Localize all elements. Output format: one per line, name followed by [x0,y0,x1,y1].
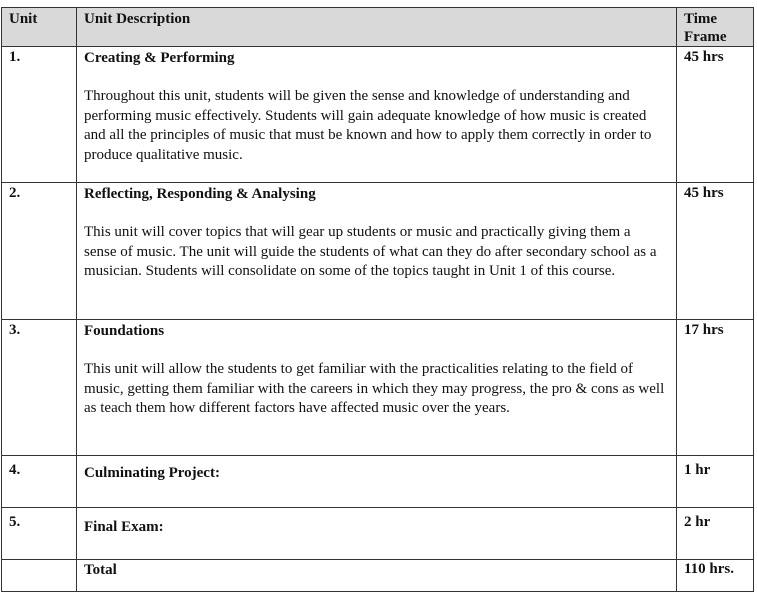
unit-title: Culminating Project: [84,465,220,481]
unit-number: 5. [2,508,77,560]
total-label: Total [77,560,677,592]
table-row [2,183,754,320]
unit-time-frame: 1 hr [677,456,754,508]
header-unit: Unit [2,8,77,47]
unit-description-cell [77,320,677,456]
table-row [2,456,754,508]
table-row [2,47,754,183]
unit-title: Final Exam: [84,519,164,535]
total-row [2,560,754,592]
total-time-frame: 110 hrs. [677,560,754,592]
unit-description-cell [77,47,677,183]
unit-description-cell [77,456,677,508]
unit-number: 3. [2,320,77,456]
header-time-frame: Time Frame [677,8,754,47]
unit-number: 1. [2,47,77,183]
header-unit-description: Unit Description [77,8,677,47]
unit-description-cell [77,183,677,320]
unit-description-text: This unit will cover topics that will gear up students or music and practically giving them a sense of music. The unit will guide the students of what can they do after secondary school as a musician. Students will consolidate on some of the topics taught in Unit 1 of this course. [84,224,657,279]
unit-time-frame: 45 hrs [677,183,754,320]
unit-number: 4. [2,456,77,508]
unit-description-cell [77,508,677,560]
unit-time-frame: 45 hrs [677,47,754,183]
unit-schedule-table [1,7,754,592]
unit-description-text: This unit will allow the students to get familiar with the practicalities relating to the field of music, getting them familiar with the careers in which they may progress, the pro & cons as well as teach them how different factors have affected music over the years. [84,361,665,416]
unit-title: Creating & Performing [84,50,235,66]
total-unit-cell [2,560,77,592]
table-row [2,320,754,456]
table-header-row [2,8,754,47]
unit-title: Foundations [84,323,165,339]
unit-time-frame: 17 hrs [677,320,754,456]
unit-description-text: Throughout this unit, students will be given the sense and knowledge of understanding and performing music effectively. Students will gain adequate knowledge of how music is created and all the principles of music that must be known and how to apply them correctly in order to produce qualitative music. [84,88,652,163]
unit-title: Reflecting, Responding & Analysing [84,186,316,202]
unit-number: 2. [2,183,77,320]
unit-time-frame: 2 hr [677,508,754,560]
table-row [2,508,754,560]
